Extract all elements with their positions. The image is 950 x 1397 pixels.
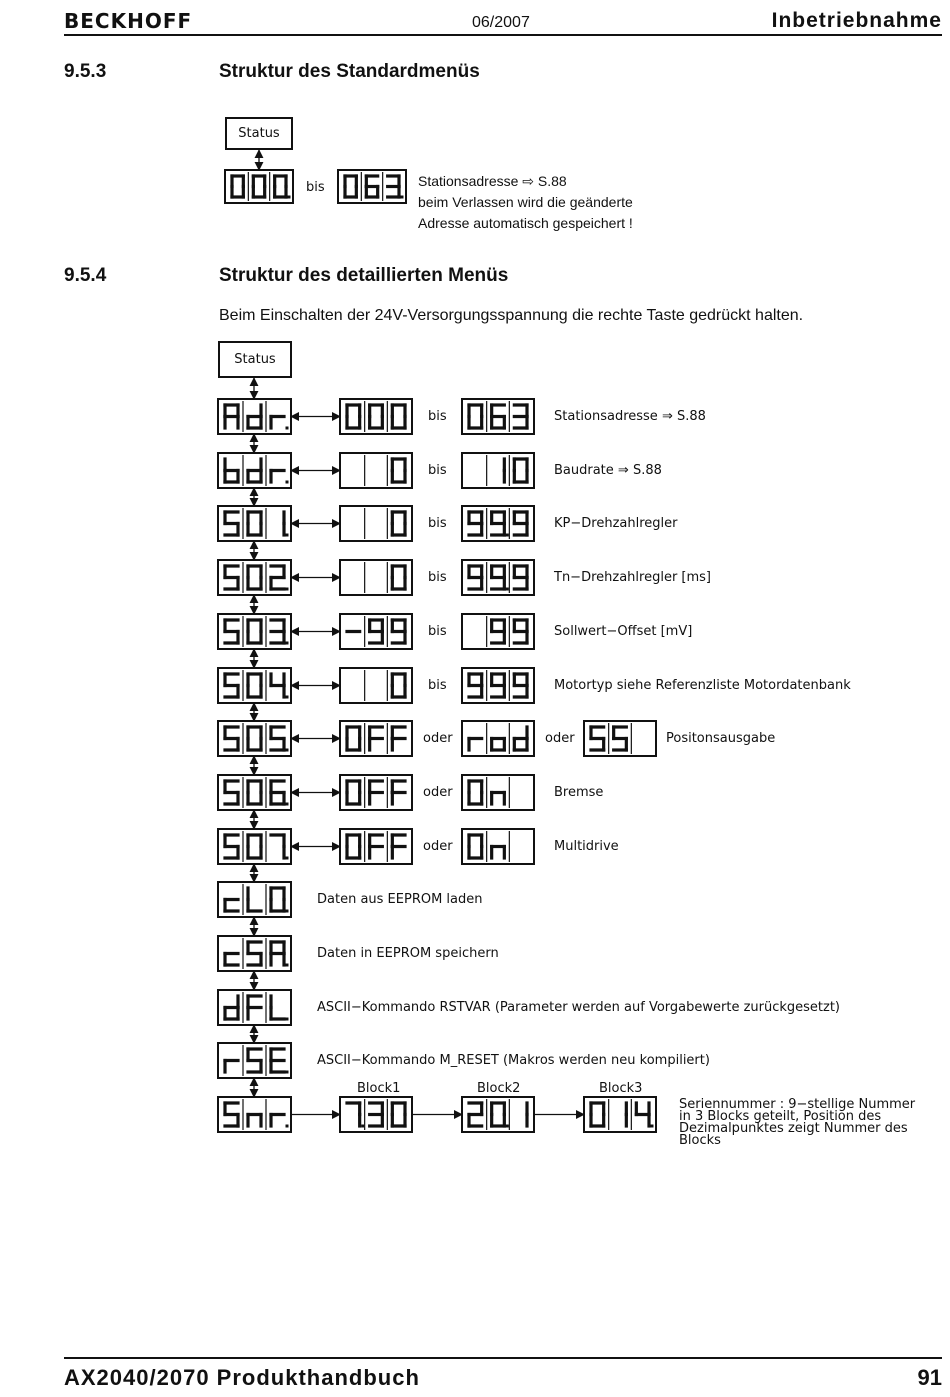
connector-label: bis bbox=[428, 408, 447, 424]
decimal-point bbox=[286, 1018, 289, 1021]
decimal-point bbox=[286, 803, 289, 806]
menu-display bbox=[218, 668, 291, 703]
row-description: ASCII−Kommando RSTVAR (Parameter werden auf Vorgabewerte zurückgesetzt) bbox=[317, 999, 841, 1015]
status-label: Status bbox=[234, 352, 276, 367]
status-label: Status bbox=[238, 126, 280, 141]
section-number: 9.5.3 bbox=[64, 61, 107, 82]
block-display bbox=[584, 1097, 656, 1132]
decimal-point bbox=[286, 964, 289, 967]
decimal-point bbox=[506, 588, 509, 591]
block-display bbox=[462, 1097, 534, 1132]
row-description: Baudrate ⇒ S.88 bbox=[554, 462, 662, 478]
menu-display bbox=[218, 721, 291, 756]
max-value-display bbox=[462, 775, 534, 810]
connector-label: bis bbox=[428, 569, 447, 585]
max-value-display bbox=[462, 560, 534, 595]
connector-label: bis bbox=[428, 623, 447, 639]
max-value-display bbox=[462, 453, 534, 488]
menu-display bbox=[218, 560, 291, 595]
row-description: Bremse bbox=[554, 784, 604, 800]
block-display bbox=[340, 1097, 412, 1132]
page-number: 91 bbox=[917, 1365, 942, 1390]
display-min-address bbox=[225, 170, 293, 203]
row-description: ASCII−Kommando M_RESET (Makros werden neu kompiliert) bbox=[317, 1052, 710, 1068]
note-line: beim Verlassen wird die geänderte bbox=[418, 194, 633, 210]
connector-label: oder bbox=[423, 838, 453, 854]
min-value-display bbox=[340, 560, 412, 595]
display-max-address bbox=[338, 170, 406, 203]
menu-display bbox=[218, 614, 291, 649]
decimal-point bbox=[651, 1125, 654, 1128]
decimal-point bbox=[401, 196, 404, 199]
menu-display bbox=[218, 1097, 291, 1132]
decimal-point bbox=[361, 1125, 364, 1128]
row-description: Tn−Drehzahlregler [ms] bbox=[554, 569, 711, 585]
min-value-display bbox=[340, 829, 412, 864]
connector-label: oder bbox=[545, 730, 575, 746]
min-value-display bbox=[340, 506, 412, 541]
option-display bbox=[584, 721, 656, 756]
decimal-point bbox=[286, 1125, 289, 1128]
max-value-display bbox=[462, 399, 534, 434]
decimal-point bbox=[286, 857, 289, 860]
menu-display bbox=[218, 990, 291, 1025]
row-description: Stationsadresse ⇒ S.88 bbox=[554, 408, 706, 424]
section-number: 9.5.4 bbox=[64, 265, 107, 286]
min-value-display bbox=[340, 399, 412, 434]
decimal-point bbox=[286, 910, 289, 913]
connector-label: bis bbox=[428, 515, 447, 531]
min-value-display bbox=[340, 614, 412, 649]
connector-label: oder bbox=[423, 784, 453, 800]
row-description: Motortyp siehe Referenzliste Motordatenbank bbox=[554, 677, 851, 693]
beckhoff-logo: BECKHOFF bbox=[64, 9, 193, 33]
decimal-point bbox=[506, 1125, 509, 1128]
row-description: Multidrive bbox=[554, 838, 619, 854]
decimal-point bbox=[286, 749, 289, 752]
decimal-point bbox=[286, 427, 289, 430]
block-label: Block1 bbox=[357, 1081, 401, 1096]
menu-display bbox=[218, 1043, 291, 1078]
row-description: Positonsausgabe bbox=[666, 730, 776, 746]
decimal-point bbox=[288, 196, 291, 199]
serial-note-line: Seriennummer : 9−stellige Nummer bbox=[679, 1097, 916, 1112]
bis-label: bis bbox=[306, 180, 325, 195]
menu-display bbox=[218, 775, 291, 810]
serial-note-line: in 3 Blocks geteilt, Position des bbox=[679, 1109, 882, 1124]
menu-display bbox=[218, 882, 291, 917]
menu-display bbox=[218, 506, 291, 541]
footer-title: AX2040/2070 Produkthandbuch bbox=[64, 1365, 420, 1390]
decimal-point bbox=[286, 696, 289, 699]
intro-text: Beim Einschalten der 24V-Versorgungsspannung die rechte Taste gedrückt halten. bbox=[219, 307, 804, 324]
connector-label: bis bbox=[428, 462, 447, 478]
min-value-display bbox=[340, 775, 412, 810]
menu-display bbox=[218, 453, 291, 488]
decimal-point bbox=[286, 588, 289, 591]
decimal-point bbox=[286, 1071, 289, 1074]
section-title: Struktur des Standardmenüs bbox=[219, 61, 480, 82]
max-value-display bbox=[462, 506, 534, 541]
min-value-display bbox=[340, 668, 412, 703]
note-line: Stationsadresse ⇨ S.88 bbox=[418, 173, 567, 189]
row-description: Daten aus EEPROM laden bbox=[317, 891, 483, 907]
block-label: Block2 bbox=[477, 1081, 521, 1096]
menu-display bbox=[218, 829, 291, 864]
max-value-display bbox=[462, 721, 534, 756]
max-value-display bbox=[462, 668, 534, 703]
row-description: Daten in EEPROM speichern bbox=[317, 945, 499, 961]
row-description: KP−Drehzahlregler bbox=[554, 515, 678, 531]
row-description: Sollwert−Offset [mV] bbox=[554, 623, 693, 639]
header-section: Inbetriebnahme bbox=[771, 9, 942, 32]
menu-display bbox=[218, 936, 291, 971]
connector-label: bis bbox=[428, 677, 447, 693]
decimal-point bbox=[286, 534, 289, 537]
footer-rule bbox=[64, 1357, 942, 1359]
connector-label: oder bbox=[423, 730, 453, 746]
max-value-display bbox=[462, 614, 534, 649]
header-date: 06/2007 bbox=[472, 14, 530, 31]
min-value-display bbox=[340, 721, 412, 756]
block-label: Block3 bbox=[599, 1081, 643, 1096]
section-title: Struktur des detaillierten Menüs bbox=[219, 265, 509, 286]
serial-note-line: Dezimalpunktes zeigt Nummer des Blocks bbox=[679, 1121, 908, 1148]
max-value-display bbox=[462, 829, 534, 864]
menu-display bbox=[218, 399, 291, 434]
min-value-display bbox=[340, 453, 412, 488]
note-line: Adresse automatisch gespeichert ! bbox=[418, 215, 633, 231]
decimal-point bbox=[506, 534, 509, 537]
decimal-point bbox=[286, 642, 289, 645]
decimal-point bbox=[286, 481, 289, 484]
